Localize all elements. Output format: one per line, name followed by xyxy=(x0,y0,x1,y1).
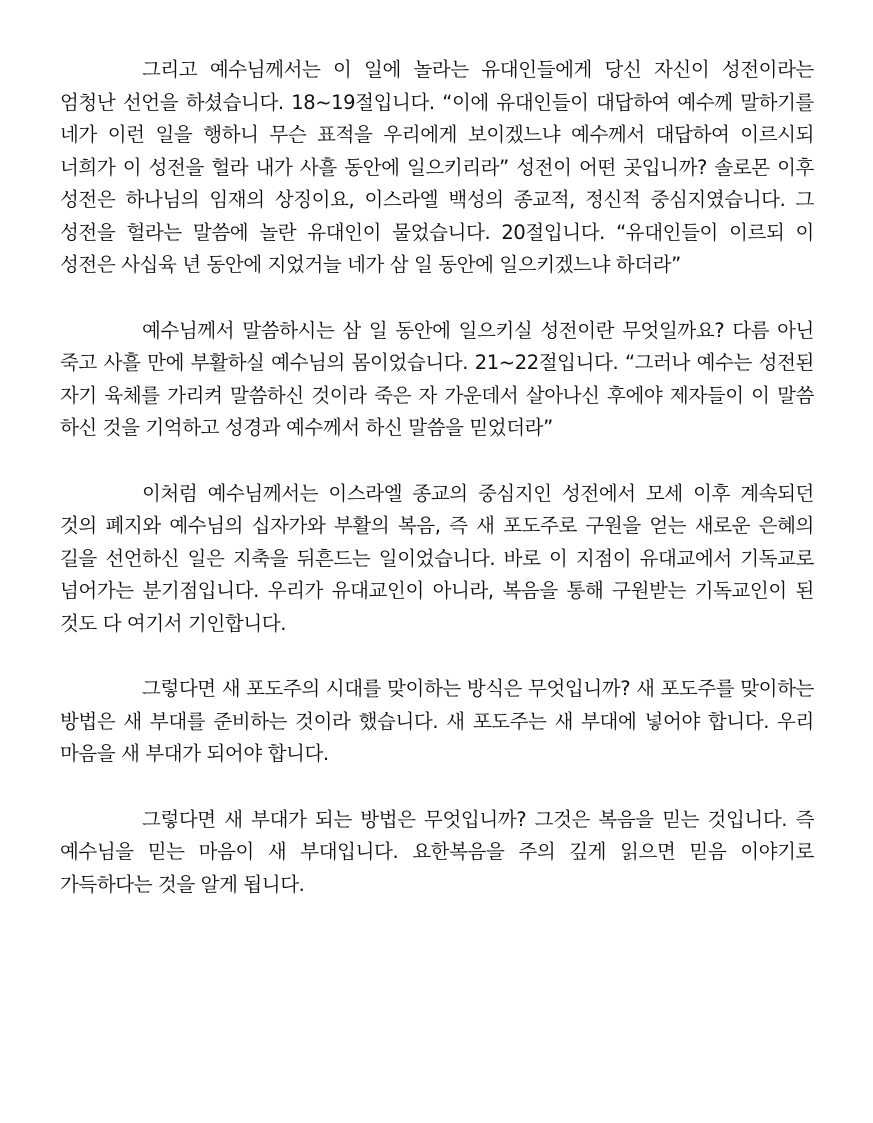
body-paragraph-1: 그리고 예수님께서는 이 일에 놀라는 유대인들에게 당신 자신이 성전이라는 엄청난 선언을 하셨습니다. 18~19절입니다. “이에 유대인들이 대답하여 예수께 말하기를 네가 이런 일을 행하니 무슨 표적을 우리에게 보이겠느냐 예수께서 대답하여 이르시되 너희가 이 성전을 헐라 내가 사흘 동안에 일으키리라” 성전이 어떤 곳입니까? 솔로몬 이후 성전은 하나님의 임재의 상징이요, 이스라엘 백성의 종교적, 정신적 중심지였습니다. 그 성전을 헐라는 말씀에 놀란 유대인이 물었습니다. 20절입니다. “유대인들이 이르되 이 성전은 사십육 년 동안에 지었거늘 네가 삼 일 동안에 일으키겠느냐 하더라” xyxy=(60,58,814,276)
body-paragraph-2: 예수님께서 말씀하시는 삼 일 동안에 일으키실 성전이란 무엇일까요? 다름 아닌 죽고 사흘 만에 부활하실 예수님의 몸이었습니다. 21~22절입니다. “그러나 예수는 성전된 자기 육체를 가리켜 말씀하신 것이라 죽은 자 가운데서 살아나신 후에야 제자들이 이 말씀 하신 것을 기억하고 성경과 예수께서 하신 말씀을 믿었더라” xyxy=(60,318,814,439)
body-paragraph-3: 이처럼 예수님께서는 이스라엘 종교의 중심지인 성전에서 모세 이후 계속되던 것의 폐지와 예수님의 십자가와 부활의 복음, 즉 새 포도주로 구원을 얻는 새로운 은혜의 길을 선언하신 일은 지축을 뒤흔드는 일이었습니다. 바로 이 지점이 유대교에서 기독교로 넘어가는 분기점입니다. 우리가 유대교인이 아니라, 복음을 통해 구원받는 기독교인이 된 것도 다 여기서 기인합니다. xyxy=(60,481,814,635)
document-page xyxy=(60,54,814,934)
body-paragraph-5: 그렇다면 새 부대가 되는 방법은 무엇입니까? 그것은 복음을 믿는 것입니다. 즉 예수님을 믿는 마음이 새 부대입니다. 요한복음을 주의 깊게 읽으면 믿음 이야기로 가득하다는 것을 알게 됩니다. xyxy=(60,807,814,896)
body-paragraph-4: 그렇다면 새 포도주의 시대를 맞이하는 방식은 무엇입니까? 새 포도주를 맞이하는 방법은 새 부대를 준비하는 것이라 했습니다. 새 포도주는 새 부대에 넣어야 합니다. 우리 마음을 새 부대가 되어야 합니다. xyxy=(60,677,814,765)
